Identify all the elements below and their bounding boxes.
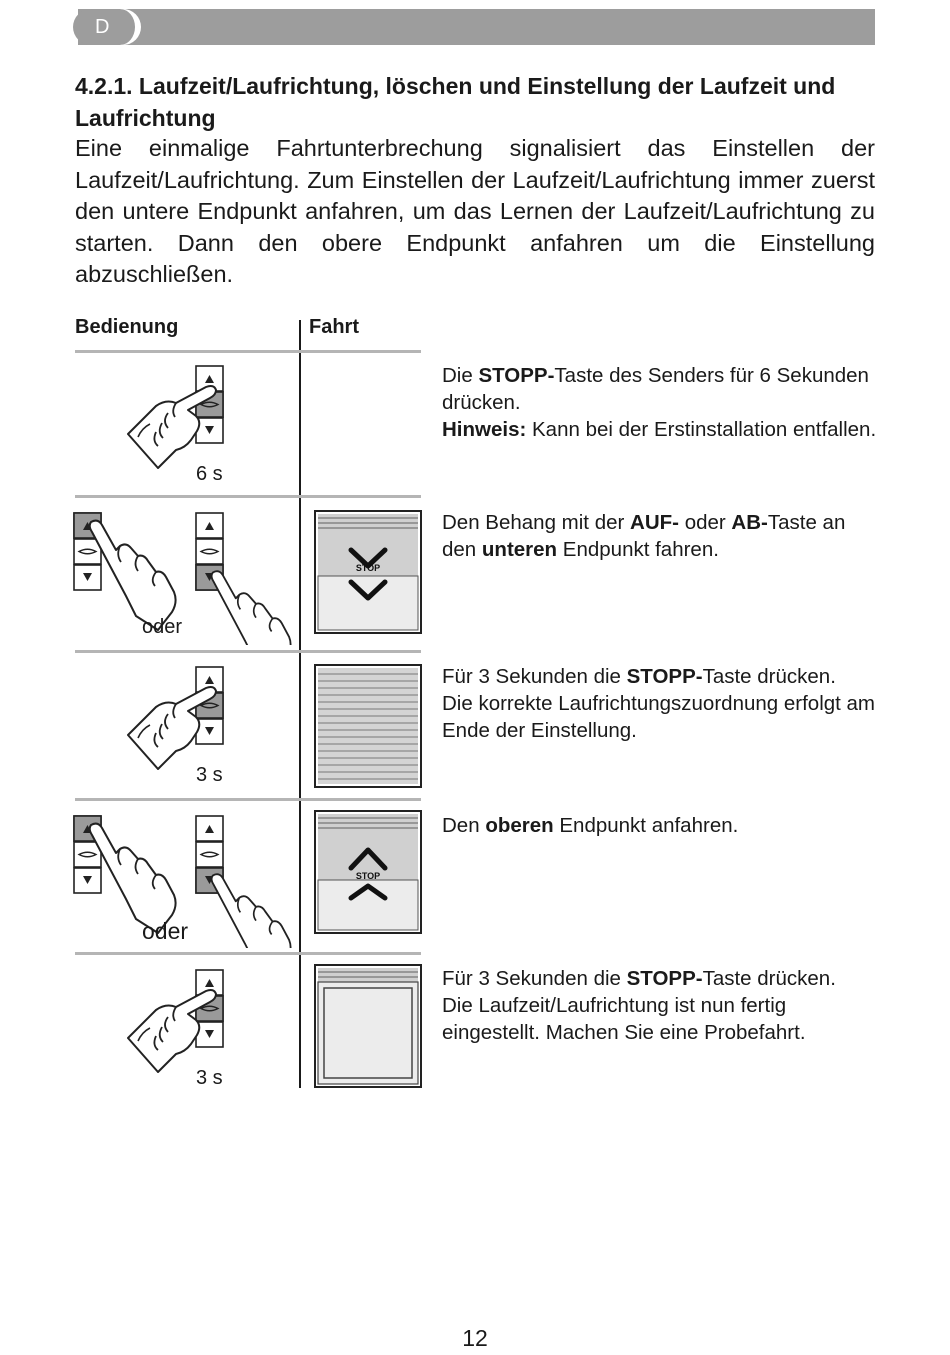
intro-paragraph: Eine einmalige Fahrtunterbrechung signalisiert das Einstellen der Laufzeit/Laufrichtung. Zum Einstellen der Laufzeit/Laufrichtung immer zuerst den untere Endpunkt anfahren, um das Lernen der Laufzeit/Laufrichtung zu starten. Dann den obere Endpunkt anfahren um die Einstellung abzuschließen. — [75, 135, 875, 287]
remote-stop-press-illustration — [120, 663, 230, 775]
shutter-closed-icon — [314, 664, 422, 788]
shutter-moving-down-icon — [314, 510, 422, 634]
header-bar — [78, 9, 875, 45]
duration-label: 3 s — [196, 1067, 223, 1089]
instruction-text-row2: Den Behang mit der AUF- oder AB-Taste an den unteren Endpunkt fahren. — [442, 511, 846, 561]
shutter-open-icon — [314, 964, 422, 1088]
duration-label: 3 s — [196, 764, 223, 786]
instruction-text-row5: Für 3 Sekunden die STOPP-Taste drücken. Die Laufzeit/Laufrichtung ist nun fertig eingestellt. Machen Sie eine Probefahrt. — [442, 967, 836, 1044]
column-divider — [299, 320, 301, 1088]
stop-label: STOP — [355, 563, 381, 573]
row-separator — [75, 350, 421, 353]
page-number: 12 — [462, 1325, 488, 1351]
instruction-text-row3: Für 3 Sekunden die STOPP-Taste drücken. Die korrekte Laufrichtungszuordnung erfolgt am Ende der Einstellung. — [442, 665, 876, 742]
section-heading: 4.2.1. Laufzeit/Laufrichtung, löschen und Einstellung der Laufzeit und Laufrichtung — [75, 73, 836, 131]
instruction-text-row1: Die STOPP-Taste des Senders für 6 Sekunden drücken. Hinweis: Kann bei der Erstinstallation entfallen. — [442, 364, 877, 441]
stop-label: STOP — [355, 871, 381, 881]
row-separator — [75, 650, 421, 653]
row-separator — [75, 798, 421, 801]
shutter-moving-up-icon — [314, 810, 422, 934]
duration-label: 6 s — [196, 463, 223, 485]
instruction-text-row4: Den oberen Endpunkt anfahren. — [442, 814, 739, 837]
language-tab: D — [73, 9, 138, 45]
remote-stop-press-illustration — [120, 362, 230, 474]
column-header-travel: Fahrt — [309, 316, 359, 338]
column-header-operation: Bedienung — [75, 316, 179, 338]
row-separator — [75, 495, 421, 498]
row-separator — [75, 952, 421, 955]
or-label: oder — [142, 616, 183, 638]
remote-stop-press-illustration — [120, 966, 230, 1078]
remote-up-or-down-illustration — [72, 510, 297, 645]
or-label: oder — [142, 918, 189, 944]
